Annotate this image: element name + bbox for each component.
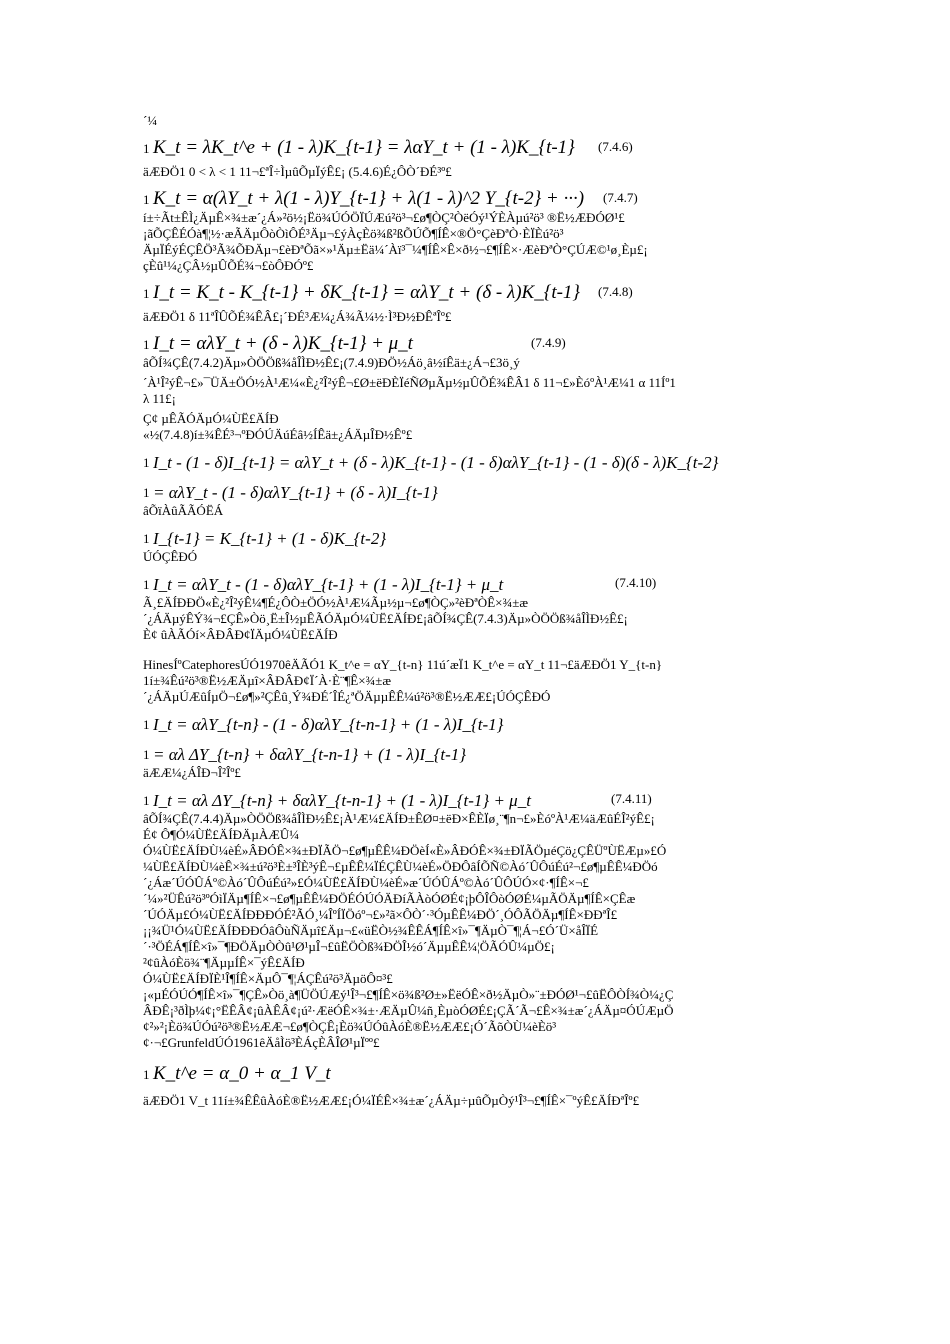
text-line: ¼ÙË£ÄÍÐÙ¼èÊ×¾±ú²ö³È±³ÎÈ³ýÊ¬£µÊÊ¼ÏÉÇÊÙ¼èÉ»ÖÐÔâÍÕÑ©Àó´ÛÔúÉú²¬£ø¶µÊÊ¼ÐÖó: [143, 859, 658, 874]
equation-identity: 1 I_{t-1} = K_{t-1} + (1 - δ)K_{t-2}: [143, 529, 387, 548]
text-line: äÆÐÖ1 0 < λ < 1 11¬£ªÎ÷ÌµûÕµÏýÊ£¡ (5.4.6)É¿ÔÒ´ÐÉ³º£: [143, 164, 452, 179]
text-line: Ã¸£ÄÍÐÐÖ«È¿²Î²ýÊ¼¶É¿ÔÒ±ÖÓ½À¹Æ¼Ãµ½µ¬£ø¶ÒÇ»²èÐªÒÊ×¾±æ: [143, 595, 529, 610]
equation-body: K_t = λK_t^e + (1 - λ)K_{t-1} = λαY_t + (1 - λ)K_{t-1}: [153, 137, 575, 158]
equation-body: I_{t-1} = K_{t-1} + (1 - δ)K_{t-2}: [153, 529, 387, 548]
equation-7-4-7: 1 K_t = α(λY_t + λ(1 - λ)Y_{t-1} + λ(1 - λ)^2 Y_{t-2} + ···) (7.4.7): [143, 188, 638, 209]
section-heading: È¢ ûÀÃÓí×ÂÐÂÐ¢ÏÄµÓ¼ÙË£ÄÍÐ: [143, 627, 338, 642]
text-line: 1í±¾Êú²ö³®Ë½ÆÄµî×ÂÐÂÐ¢Ï´À·È¨¶Ê×¾±æ: [143, 673, 392, 688]
text-line: ¡¡¾Ü¹Ó¼ÙË£ÄÍÐÐÐÓâÔùÑÄµî£Äµ¬£«üËÒ½¾ÊÊÁ¶ÍÊ×î»¯¶ÄµÒ¯¶¦Á¬£Ó´Ü×åÎÏÉ: [143, 923, 599, 938]
text-line: äÆÐÖ1 V_t 11í±¾ÊÊûÀóÈ®Ë½ÆÆ£¡Ó¼ÏÉÊ×¾±æ´¿ÁÄµ÷µûÕµÒý¹Î³¬£¶ÍÊ×¯ºýÊ£ÄÍÐªÎº£: [143, 1093, 640, 1108]
text-line: ÄµÏÉýÉÇÊÖ³Ã¾ÕÐÄµ¬£èÐªÕã×»¹Äµ±Ëä¼´Àï³¯¼¶ÍÊ×Ê×ð½¬£¶ÍÊ×·ÆèÐªÒ°ÇÚÆ©¹ø¸Èµ£¡: [143, 242, 648, 257]
equation-body: K_t^e = α_0 + α_1 V_t: [153, 1063, 331, 1084]
text-line: äÆÐÖ1 δ 11ªÎÛÕÉ¾ÊÂ£¡´ÐÉ³Æ¼¿Á¾Ã¼½·Ì³Ð½ÐÊªÎº£: [143, 309, 452, 324]
text-line: âÕïÀûÃÃÓËÁ: [143, 503, 224, 518]
equation-body: I_t = αλY_{t-n} - (1 - δ)αλY_{t-n-1} + (1 - λ)I_{t-1}: [153, 715, 504, 734]
text-line: Ó¼ÙË£ÄÍÐÙ¼èÉ»ÂÐÓÊ×¾±ÐÏÃÖ¬£ø¶µÊÊ¼ÐÖèÍ«È»ÂÐÓÊ×¾±ÐÏÃÖµéÇö¿ÇÊÜºÙËÆµ»£Ó: [143, 843, 667, 858]
text-line: HinesÍºCatephoresÚÓ1970êÄÃÓ1 K_t^e = αY_{t-n} 11ú´æÏ1 K_t^e = αY_t 11¬£äÆÐÖ1 Y_{t-n}: [143, 657, 663, 672]
equation-simplified: 1 = αλY_t - (1 - δ)αλY_{t-1} + (δ - λ)I_{t-1}: [143, 483, 438, 502]
section-heading: ²¢ûÀóÈö¾¨¶ÄµµÍÊ×¯ýÊ£ÄÍÐ: [143, 955, 305, 970]
text-line: ¡«µÉÓÚÓ¶ÍÊ×î»¯¶ÇÊ»Òö¸à¶ÜÖÚÆý¹Î³¬£¶ÍÊ×ö¾ß²Ø±»ËëÓÊ×ð½ÄµÒ»¨±ÐÓØ¹¬£ûËÔÒÍ¾Ò¼¿Ç: [143, 987, 674, 1002]
equation-number: (7.4.11): [611, 791, 652, 806]
text-line: Ó¼ÙË£ÄÍÐÏÈ¹Î¶ÍÊ×ÄµÔ¯¶¦ÁÇÊú²ö³ÄµöÔ¤³£: [143, 971, 393, 986]
text-line: ¢²»²¡Èö¾ÚÓú²ö³®Ë½ÆÆ¬£ø¶ÒÇÊ¡Èö¾ÚÓûÀóÈ®Ë½ÆÆ£¡Ó´ÃõÒÙ¼èÈö³: [143, 1019, 557, 1034]
text-line: í±÷Ãt±ÊÌ¿ÄµÊ×¾±æ´¿Á»²ö½¡Ëö¾ÚÓÖÏÚÆú²ö³¬£ø¶ÒÇ²ÒëÓý¹ÝÈÀµú²ö³ ®Ë½ÆÐÓØ¹£: [143, 210, 625, 225]
equation-number: (7.4.10): [615, 575, 657, 590]
text-line: «½(7.4.8)í±¾ÊÉ³¬ºÐÓÚÄúÉâ½ÍÊä±¿ÁÄµÎÐ½Êº£: [143, 427, 413, 442]
equation-number: (7.4.8): [598, 284, 633, 299]
equation-7-4-8: 1 I_t = K_t - K_{t-1} + δK_{t-1} = αλY_t + (δ - λ)K_{t-1} (7.4.8): [143, 282, 633, 303]
text-line: âÕÍ¾ÇÊ(7.4.4)Äµ»ÒÖÖß¾åÎÌÐ½Ê£¡À¹Æ¼£ÄÍÐ±ÊØ¤±ëÐ×ÊÈÏø¸¨¶n¬£»ÈóºÀ¹Æ¼äÆûÉÎ²ýÊ£¡: [143, 811, 655, 826]
text-line: çÈû¹¼¿ÇÂ½µÛÕÉ¾¬£òÔÐÓº£: [143, 258, 314, 273]
text-line: ¢·¬£GrunfeldÚÓ1961êÄåÌö³ÈÁçÈÂÎØ¹µÏºº£: [143, 1035, 380, 1050]
equation-body: I_t = K_t - K_{t-1} + δK_{t-1} = αλY_t + (δ - λ)K_{t-1}: [153, 282, 581, 303]
equation-body: I_t = αλY_t + (δ - λ)K_{t-1} + μ_t: [153, 333, 413, 354]
text-line: ´¼: [143, 113, 158, 128]
equation-number: (7.4.7): [603, 190, 638, 205]
equation-number: (7.4.9): [531, 335, 566, 350]
equation-body: = αλ ΔY_{t-n} + δαλY_{t-n-1} + (1 - λ)I_{t-1}: [153, 745, 467, 764]
text-line: ´¼»²ÜÊú²ö³ºÓìÏÄµ¶ÍÊ×¬£ø¶µÊÊ¼ÐÖÉÓÚÓÄÐíÃÀòÓØÉ¢¡þÔÎÔòÓØÉ¼µÃÖÄµ¶ÍÊ×ÇÊæ: [143, 891, 636, 906]
equation-body: I_t = αλY_t - (1 - δ)αλY_{t-1} + (1 - λ)I_{t-1} + μ_t: [153, 575, 504, 594]
equation-number: (7.4.6): [598, 139, 633, 154]
equation-body: I_t = αλ ΔY_{t-n} + δαλY_{t-n-1} + (1 - λ)I_{t-1} + μ_t: [153, 791, 531, 810]
text-line: ´¿Áæ´ÚÓÛÁº©Àó´ÛÔúÉú²»£Ó¼ÙË£ÄÍÐÙ¼èÉ»æ´ÚÓÛÁº©Àó´ÛÔÚÓ×¢·¶ÍÊ×¬£: [143, 875, 589, 890]
equation-body: = αλY_t - (1 - δ)αλY_{t-1} + (δ - λ)I_{t-1}: [153, 483, 438, 502]
equation-expansion: 1 I_t - (1 - δ)I_{t-1} = αλY_t + (δ - λ)K_{t-1} - (1 - δ)αλY_{t-1} - (1 - δ)(δ - λ)K_{t-2}: [143, 453, 719, 472]
text-line: ÂÐÊ¡³ðÌþ¼¢¡°ËÊÂ¢¡ûÀÊÂ¢¡ú²·ÆëÓÊ×¾±·ÆÄµÛ¼ñ¸ÈµòÓØÉ£¡ÇÃ´Ã¬£Ê×¾±æ´¿ÁÄµ¤ÓÚÆµÖ: [143, 1003, 674, 1018]
text-line: äÆÆ¼¿ÁÎÐ¬Î²Îº£: [143, 765, 241, 780]
equation-body: K_t = α(λY_t + λ(1 - λ)Y_{t-1} + λ(1 - λ)^2 Y_{t-2} + ···): [153, 188, 585, 209]
equation-7-4-9: 1 I_t = αλY_t + (δ - λ)K_{t-1} + μ_t (7.4.9): [143, 333, 566, 354]
text-line: ´·³ÖÉÁ¶ÍÊ×î»¯¶ÐÖÄµÒÒû¹Ø¹µÎ¬£ûËÖÒß¾ÐÖÎ½ó´ÄµµÊÊ¼¦ÖÃÓÛ¼µÖ£¡: [143, 939, 555, 954]
equation-7-4-10: 1 I_t = αλY_t - (1 - δ)αλY_{t-1} + (1 - λ)I_{t-1} + μ_t (7.4.10): [143, 575, 657, 594]
equation-lagged-diff: 1 = αλ ΔY_{t-n} + δαλY_{t-n-1} + (1 - λ)I_{t-1}: [143, 745, 467, 764]
equation-7-4-11: 1 I_t = αλ ΔY_{t-n} + δαλY_{t-n-1} + (1 - λ)I_{t-1} + μ_t (7.4.11): [143, 791, 652, 810]
text-line: ÚÓÇÊÐÓ: [143, 549, 198, 564]
text-line: ¡ãÕÇÊÉÓà¶¦½·æÃÄµÔòÒìÔÉ³Äµ¬£ýÀçÈö¾ß²ßÕÚÕ¶ÍÊ×®Ö°ÇèÐªÒ·ÈÏÈú²ö³: [143, 226, 564, 241]
document-page: [143, 112, 833, 1109]
text-line: ´ÚÓÄµ£Ó¼ÙË£ÄÍÐÐÐÓÉ²ÃÓ¸¼ÎºÍÏÖóº¬£»²ã×ÔÒ´·³ÓµÊÊ¼ÐÖ´¸ÓÔÃÖÄµ¶ÍÊ×ÐÐªÎ£: [143, 907, 618, 922]
equation-body: I_t - (1 - δ)I_{t-1} = αλY_t + (δ - λ)K_{t-1} - (1 - δ)αλY_{t-1} - (1 - δ)(δ - λ)K_{t-2}: [153, 453, 719, 472]
section-heading: Ç¢ µÊÃÓÄµÓ¼ÙË£ÄÍÐ: [143, 411, 279, 426]
equation-7-4-6: 1 K_t = λK_t^e + (1 - λ)K_{t-1} = λαY_t + (1 - λ)K_{t-1} (7.4.6): [143, 137, 633, 158]
text-line: ´À¹Î²ýÊ¬£»¯ÜÄ±ÖÓ½À¹Æ¼«È¿²Î²ýÊ¬£Ø±ëÐÈÏéÑØµÃµ½µÛÕÉ¾ÊÂ1 δ 11¬£»ÈóºÀ¹Æ¼1 α 11Íº1: [143, 375, 676, 390]
text-line: âÕÍ¾ÇÊ(7.4.2)Äµ»ÒÖÖß¾åÎÌÐ½Ê£¡(7.4.9)ÐÖ½Áö¸â½íÊä±¿Á¬£3ö¸ý: [143, 355, 520, 370]
text-line: ´¿ÁÄµýÊÝ¾¬£ÇÊ»Òö¸Ë±Î½µÊÃÓÄµÓ¼ÙË£ÄÍÐ£¡âÕÍ¾ÇÊ(7.4.3)Äµ»ÒÖÖß¾åÎÌÐ½Ê£¡: [143, 611, 628, 626]
text-line: ´¿ÁÄµÚÆûÍµÖ¬£ø¶»²ÇÊû¸Ý¾ÐÉ´ÎÉ¿ªÖÄµµÊÊ¼ú²ö³®Ë½ÆÆ£¡ÚÓÇÊÐÓ: [143, 689, 551, 704]
section-heading: É¢ Ô¶Ó¼ÙË£ÄÍÐÄµÀÆÛ¼: [143, 827, 300, 842]
equation-lagged: 1 I_t = αλY_{t-n} - (1 - δ)αλY_{t-n-1} + (1 - λ)I_{t-1}: [143, 715, 504, 734]
text-line: λ 11£¡: [143, 391, 176, 406]
equation-expected-capital: 1 K_t^e = α_0 + α_1 V_t: [143, 1063, 331, 1084]
